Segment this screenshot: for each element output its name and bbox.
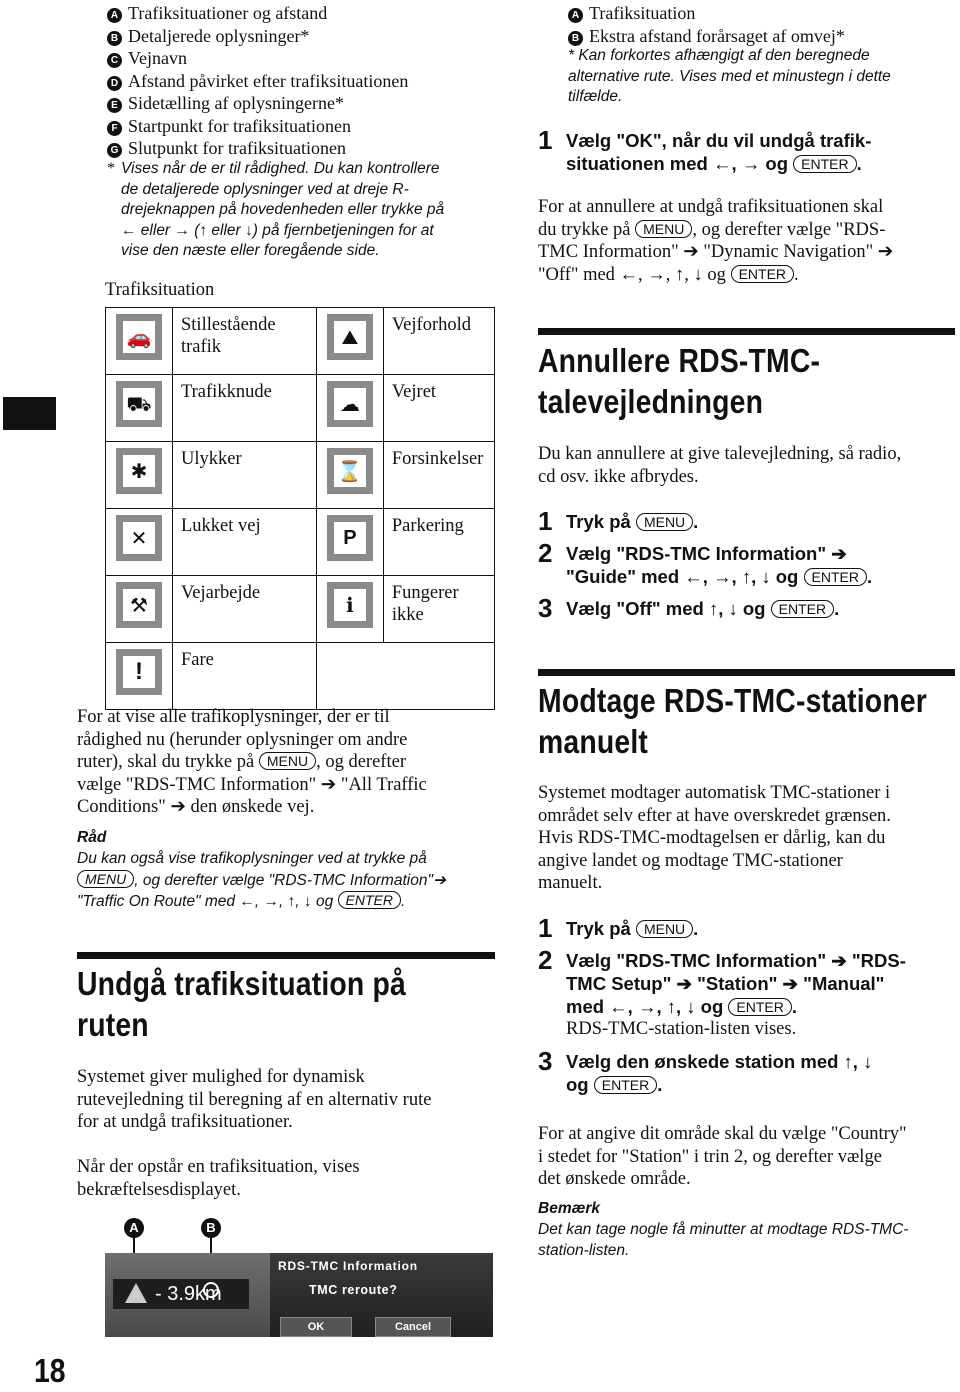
- button-label: MENU: [77, 870, 134, 888]
- table-icon-cell: [106, 643, 173, 710]
- table-label-cell: [383, 643, 494, 710]
- step-text: Vælg "OK", når du vil undgå trafik-: [566, 130, 872, 151]
- table-icon-cell: [316, 576, 383, 643]
- closed-road-icon: ✕: [116, 515, 162, 561]
- button-label: ENTER: [793, 155, 856, 173]
- note-line: * Kan forkortes afhængigt af den beregnede: [568, 47, 870, 64]
- table-row: [106, 509, 495, 576]
- steps-manual: [538, 913, 958, 1105]
- step-text: situationen med ←, → og ENTER .: [566, 153, 862, 174]
- legend-item: [568, 2, 845, 25]
- tip-text: [77, 849, 507, 913]
- para-line: i stedet for "Station" i trin 2, og derefter vælge: [538, 1146, 882, 1167]
- para-line: Hvis RDS-TMC-modtagelsen er dårlig, kan du: [538, 828, 886, 848]
- step-item: [538, 945, 958, 1041]
- screen-ok-button[interactable]: OK: [280, 1317, 352, 1337]
- legend-text: Trafiksituation: [589, 3, 696, 23]
- step-item: [538, 538, 958, 588]
- legend-list-left: [107, 2, 408, 160]
- button-label: MENU: [636, 920, 693, 938]
- para-line: For at angive dit område skal du vælge "Country": [538, 1124, 907, 1144]
- button-label: ENTER: [594, 1076, 657, 1094]
- heading-manual-stations: [538, 680, 951, 762]
- table-label-cell: Stillestående trafik: [173, 308, 317, 375]
- para-line: bekræftelsesdisplayet.: [77, 1179, 241, 1200]
- table-label-cell: Fungerer ikke: [383, 576, 494, 643]
- para-line: cd osv. ikke afbrydes.: [538, 466, 699, 487]
- para-line: du trykke på MENU , og derefter vælge "RDS-: [538, 219, 886, 240]
- heading-line: Modtage RDS-TMC-stationer: [538, 682, 928, 719]
- step-number: 3: [538, 1045, 553, 1076]
- button-label: ENTER: [804, 568, 867, 586]
- note-line: ← eller → (↑ eller ↓) på fjernbetjeningen for at: [121, 221, 434, 239]
- step-item: [538, 1045, 958, 1096]
- button-label: MENU: [259, 752, 316, 770]
- heading-rule-manual: [538, 669, 955, 676]
- table-row: [106, 375, 495, 442]
- step-text: med ←, →, ↑, ↓ og ENTER .: [566, 996, 797, 1017]
- legend-letter-icon: F: [107, 121, 122, 136]
- heading-line: manuelt: [538, 723, 649, 760]
- para-line: TMC Information" ➔ "Dynamic Navigation" ➔: [538, 242, 894, 262]
- legend-list-right: [568, 2, 845, 47]
- legend-text: Trafiksituationer og afstand: [128, 3, 328, 23]
- hourglass-icon: ⌛: [327, 448, 373, 494]
- step-item: [538, 593, 958, 623]
- confirmation-screen: [105, 1253, 493, 1337]
- table-label-cell: Vejret: [383, 375, 494, 442]
- button-label: ENTER: [338, 891, 401, 909]
- legend-text: Detaljerede oplysninger*: [128, 25, 310, 46]
- screen-callout-b: B: [201, 1218, 221, 1238]
- step-number: 1: [538, 125, 553, 155]
- legend-text: Afstand påvirket efter trafiksituationen: [128, 70, 409, 91]
- button-label: MENU: [635, 220, 692, 238]
- step-item: [538, 125, 958, 175]
- traffic-situation-table: [105, 307, 495, 710]
- step-number: 2: [538, 945, 553, 975]
- accident-icon: ✱: [116, 448, 162, 494]
- screen-cancel-button[interactable]: Cancel: [375, 1317, 451, 1337]
- para-line: manuelt.: [538, 873, 603, 893]
- step-text: Vælg den ønskede station med ↑, ↓: [566, 1050, 873, 1072]
- legend-item: [568, 25, 845, 48]
- tip-line: MENU , og derefter vælge "RDS-TMC Information"➔: [77, 870, 507, 892]
- step-avoid-ok: [538, 125, 958, 175]
- legend-item: [107, 25, 408, 48]
- heading-cancel-voice: [538, 340, 951, 422]
- table-label-cell: Lukket vej: [173, 509, 317, 576]
- legend-letter-icon: B: [568, 31, 583, 46]
- road-condition-icon: ⛰: [327, 314, 373, 360]
- para-line: for at undgå trafiksituationer.: [77, 1112, 293, 1132]
- screen-warning-icon: [125, 1283, 147, 1303]
- table-icon-cell: [106, 375, 173, 442]
- note-line: Vises når de er til rådighed. Du kan kontrollere: [121, 160, 440, 177]
- parking-icon: P: [327, 515, 373, 561]
- table-label-cell: Vejforhold: [383, 308, 494, 375]
- tip-line: "Traffic On Route" med ←, →, ↑, ↓ og ENTER .: [77, 892, 406, 910]
- para-line: rutevejledning til beregning af en alternativ rute: [77, 1089, 432, 1110]
- button-label: ENTER: [771, 600, 834, 618]
- note-asterisk: *: [107, 160, 115, 177]
- legend-letter-icon: B: [107, 31, 122, 46]
- step-text: Vælg "RDS-TMC Information" ➔: [566, 543, 847, 564]
- para-line: Du kan annullere at give talevejledning, så radio,: [538, 444, 902, 464]
- remark-title: Bemærk: [538, 1200, 601, 1217]
- note-line: de detaljerede oplysninger ved at dreje R-: [121, 180, 409, 198]
- para-line: Når der opstår en trafiksituation, vises: [77, 1157, 360, 1177]
- table-row: [106, 442, 495, 509]
- para-line: vælge "RDS-TMC Information" ➔ "All Traffic: [77, 774, 427, 795]
- legend-note-left: [107, 159, 507, 262]
- legend-item: [107, 137, 408, 160]
- step-text: Vælg "RDS-TMC Information" ➔ "RDS-: [566, 950, 906, 971]
- heading-rule-voice: [538, 328, 955, 335]
- step-text: Vælg "Off" med ↑, ↓ og ENTER .: [566, 598, 840, 619]
- para-line: "Off" med ←, →, ↑, ↓ og ENTER .: [538, 264, 799, 285]
- legend-letter-icon: C: [107, 53, 122, 68]
- step-text: Tryk på MENU .: [566, 918, 699, 939]
- para-line: For at annullere at undgå trafiksituationen skal: [538, 197, 884, 217]
- step-number: 3: [538, 593, 553, 623]
- para-line: Systemet modtager automatisk TMC-stationer i: [538, 783, 891, 803]
- paragraph-all-traffic: [77, 706, 497, 819]
- button-label: ENTER: [728, 998, 791, 1016]
- legend-text: Slutpunkt for trafiksituationen: [128, 138, 346, 158]
- note-line: tilfælde.: [568, 88, 623, 105]
- screen-title: RDS-TMC Information: [278, 1259, 418, 1273]
- paragraph-confirm-display: [77, 1156, 497, 1201]
- step-number: 1: [538, 506, 553, 536]
- para-line: Conditions" ➔ den ønskede vej.: [77, 797, 315, 817]
- paragraph-manual: [538, 782, 958, 895]
- legend-letter-icon: G: [107, 143, 122, 158]
- steps-voice: [538, 506, 958, 629]
- heading-line: Undgå trafiksituation på: [77, 965, 406, 1002]
- legend-item: [107, 92, 408, 115]
- legend-item: [107, 70, 408, 93]
- step-subtext: RDS-TMC-station-listen vises.: [566, 1019, 797, 1039]
- info-icon: ℹ: [327, 582, 373, 628]
- legend-text: Vejnavn: [128, 48, 187, 68]
- screen-distance: - 3.9km: [155, 1283, 222, 1305]
- step-text: Tryk på MENU .: [566, 511, 699, 532]
- roadwork-icon: ⚒: [116, 582, 162, 628]
- para-line: rådighed nu (herunder oplysninger om andre: [77, 729, 408, 750]
- legend-text: Startpunkt for trafiksituationen: [128, 115, 351, 136]
- paragraph-dynamic-route: [77, 1066, 497, 1134]
- traffic-node-icon: ⛟: [116, 381, 162, 427]
- paragraph-voice: [538, 443, 958, 488]
- heading-line: Annullere RDS-TMC-: [538, 342, 821, 379]
- tip-line: Du kan også vise trafikoplysninger ved at trykke på: [77, 850, 427, 867]
- para-line: ruter), skal du trykke på MENU , og derefter: [77, 752, 406, 772]
- page-number: 18: [34, 1352, 66, 1389]
- para-line: angive landet og modtage TMC-stationer: [538, 850, 843, 871]
- table-icon-cell: [106, 576, 173, 643]
- table-label-cell: Fare: [173, 643, 317, 710]
- heading-line: ruten: [77, 1006, 149, 1043]
- table-icon-cell: [316, 308, 383, 375]
- para-line: Systemet giver mulighed for dynamisk: [77, 1067, 365, 1087]
- legend-text: Ekstra afstand forårsaget af omvej*: [589, 25, 845, 46]
- table-row: [106, 576, 495, 643]
- legend-text: Sidetælling af oplysningerne*: [128, 93, 344, 113]
- danger-icon: !: [116, 649, 162, 695]
- table-label-cell: Vejarbejde: [173, 576, 317, 643]
- screen-question: TMC reroute?: [309, 1283, 398, 1297]
- table-label-cell: Parkering: [383, 509, 494, 576]
- table-row: [106, 643, 495, 710]
- remark-text: [538, 1220, 958, 1261]
- step-text: TMC Setup" ➔ "Station" ➔ "Manual": [566, 973, 885, 994]
- screen-callout-a: A: [124, 1218, 144, 1238]
- heading-avoid-traffic: [77, 963, 490, 1045]
- legend-letter-icon: D: [107, 76, 122, 91]
- note-line: vise den næste eller foregående side.: [121, 242, 380, 259]
- table-icon-cell: [106, 308, 173, 375]
- table-icon-cell: [316, 509, 383, 576]
- note-line: drejeknappen på hovedenheden eller trykke på: [121, 201, 445, 218]
- heading-line: talevejledningen: [538, 383, 764, 420]
- legend-item: [107, 115, 408, 138]
- car-crash-icon: 🚗: [116, 314, 162, 360]
- legend-letter-icon: E: [107, 98, 122, 113]
- paragraph-country: [538, 1123, 958, 1191]
- side-tab-marker: [3, 397, 56, 430]
- legend-item: [107, 2, 408, 25]
- step-item: [538, 913, 958, 943]
- step-item: [538, 506, 958, 536]
- legend-letter-icon: A: [568, 8, 583, 23]
- table-label-cell: Forsinkelser: [383, 442, 494, 509]
- para-line: området selv efter at have overskredet grænsen.: [538, 805, 891, 826]
- weather-icon: ☁: [327, 381, 373, 427]
- table-icon-cell: [106, 442, 173, 509]
- para-line: det ønskede område.: [538, 1169, 691, 1189]
- table-icon-cell: [316, 643, 383, 710]
- step-text: "Guide" med ←, →, ↑, ↓ og ENTER .: [566, 566, 873, 587]
- para-line: For at vise alle trafikoplysninger, der er til: [77, 707, 390, 727]
- legend-letter-icon: A: [107, 8, 122, 23]
- step-text: og ENTER .: [566, 1073, 663, 1095]
- table-icon-cell: [316, 442, 383, 509]
- step-number: 2: [538, 538, 553, 568]
- table-icon-cell: [106, 509, 173, 576]
- legend-item: [107, 47, 408, 70]
- table-label-cell: Ulykker: [173, 442, 317, 509]
- tip-title: Råd: [77, 829, 107, 846]
- step-number: 1: [538, 913, 553, 943]
- screen-marker-b: [203, 1282, 219, 1298]
- note-line: alternative rute. Vises med et minustegn i dette: [568, 67, 891, 85]
- remark-line: Det kan tage nogle få minutter at modtage RDS-TMC-: [538, 1221, 909, 1238]
- table-icon-cell: [316, 375, 383, 442]
- heading-rule-left: [77, 952, 495, 959]
- legend-note-right: [568, 46, 958, 108]
- table-row: [106, 308, 495, 375]
- table-title: Trafiksituation: [105, 280, 215, 300]
- button-label: ENTER: [731, 265, 794, 283]
- remark-line: station-listen.: [538, 1241, 630, 1259]
- button-label: MENU: [636, 513, 693, 531]
- paragraph-cancel-avoid: [538, 196, 958, 286]
- table-label-cell: Trafikknude: [173, 375, 317, 442]
